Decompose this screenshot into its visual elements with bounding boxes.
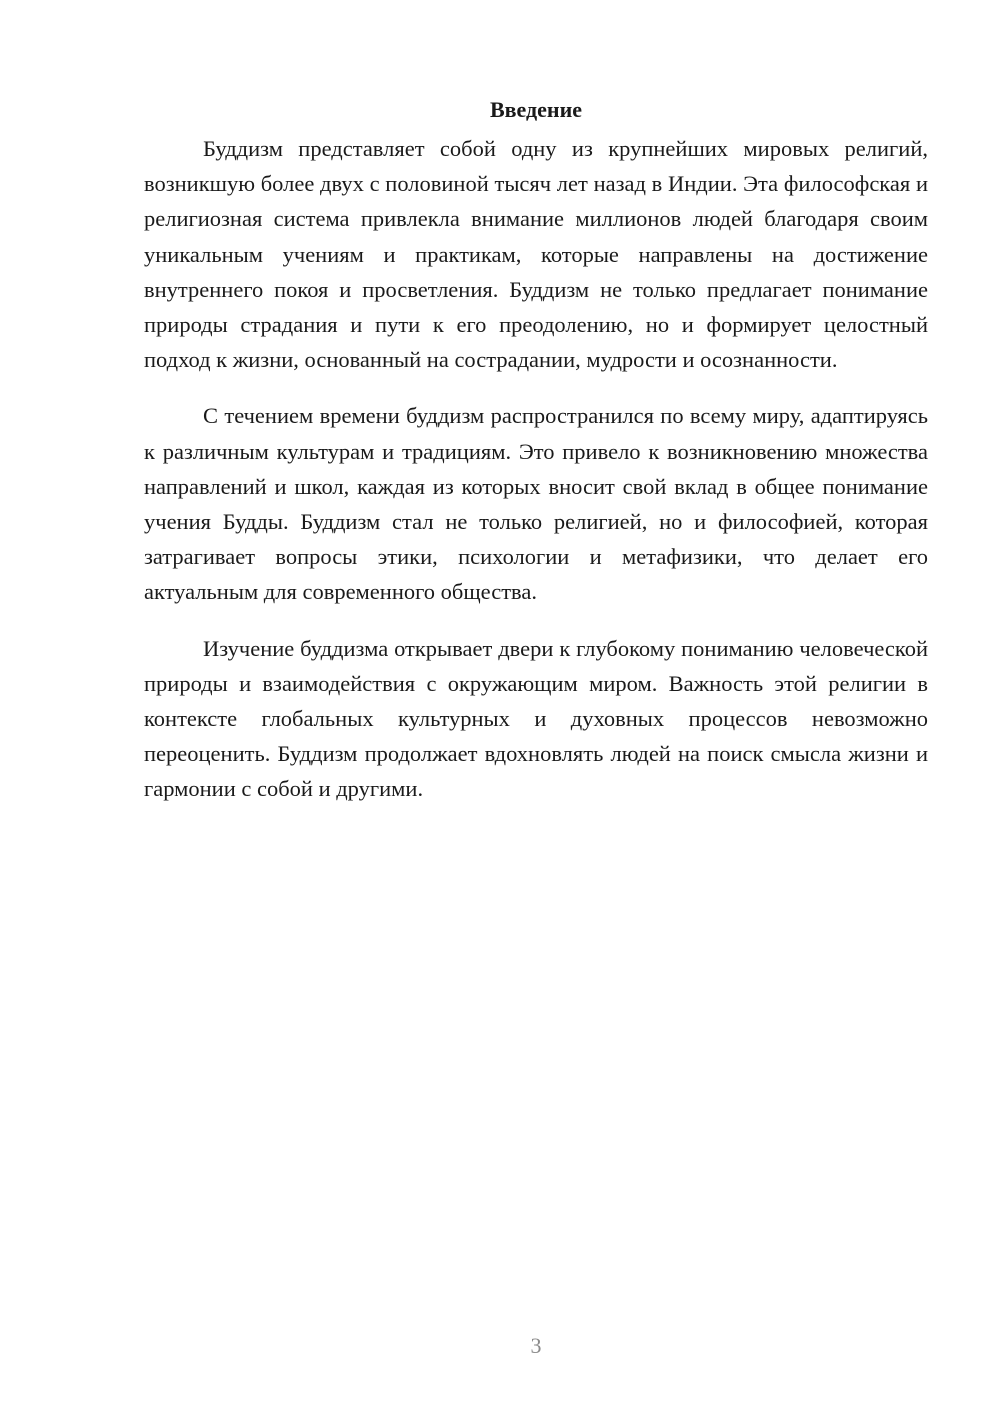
- page-number: 3: [530, 1333, 542, 1358]
- paragraph-1: Буддизм представляет собой одну из крупнейших мировых религий, возникшую более двух с половиной тысяч лет назад в Индии. Эта философская и религиозная система привлекла внимание миллионов людей благодаря своим уникальным учениям и практикам, которые направлены на достижение внутреннего покоя и просветления. Буддизм не только предлагает понимание природы страдания и пути к его преодолению, но и формирует целостный подход к жизни, основанный на сострадании, мудрости и осознанности.: [144, 136, 928, 373]
- paragraph-3: Изучение буддизма открывает двери к глубокому пониманию человеческой природы и взаимодействия с окружающим миром. Важность этой религии в контексте глобальных культурных и духовных процессов невозможно переоценить. Буддизм продолжает вдохновлять людей на поиск смысла жизни и гармонии с собой и другими.: [144, 635, 928, 802]
- page-content: [144, 92, 928, 828]
- paragraph-2: С течением времени буддизм распространился по всему миру, адаптируясь к различным культурам и традициям. Это привело к возникновению множества направлений и школ, каждая из которых вносит свой вклад в общее понимание учения Будды. Буддизм стал не только религией, но и философией, которая затрагивает вопросы этики, психологии и метафизики, что делает его актуальным для современного общества.: [144, 403, 928, 605]
- section-title: Введение: [489, 97, 583, 122]
